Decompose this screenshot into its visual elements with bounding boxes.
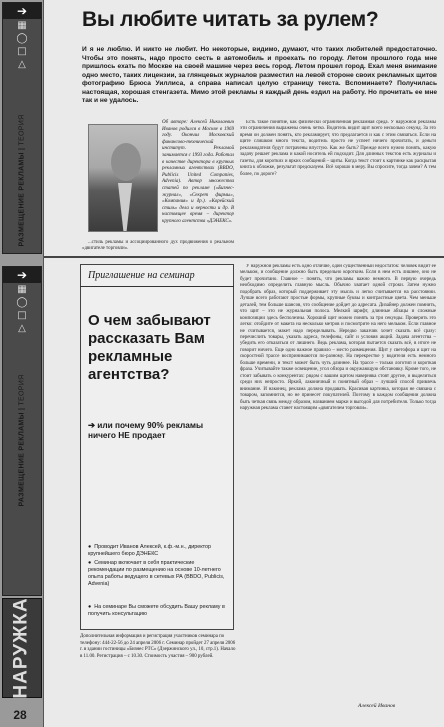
article-title: Вы любите читать за рулем? [82,8,379,31]
triangle-icon: △ [18,323,26,334]
author-signature: Алексей Иванов [358,703,396,709]
side-strip [0,0,44,727]
seminar-bullet: ● Проводит Иванов Алексей, к.ф.-м.н., директор крупнейшего бюро ДЭНЕКС [88,544,230,558]
rubric-logo: НАРУЖКА [2,598,42,698]
square-icon: □ [17,310,27,321]
seminar-bullet: ● На семинаре Вы сможете обсудить Вашу рекламу в получить консультацию [88,604,230,618]
section-label-bottom: РАЗМЕЩЕНИЕ РЕКЛАМЫ | ТЕОРИЯ [18,374,26,506]
body-column-right-bottom: У наружной рекламы есть одно отличие, один существенный недостаток: человек видит ее мельком, и сообщение должно быть предельно коротким. Если в нем есть лишнее, оно не будет прочитано. Главное – понять, что рекламы важно немного. В первую очередь необходимо определить главную мысль. Обычно хватает одной строки. Затем нужно подобрать образ, который поддерживает эту мысль и легко считывается на расстоянии. Лучше всего работают простые формы, крупные буквы и контрастные цвета. Чем меньше деталей, тем больше шансов, что сообщение дойдет до адресата. Дизайнер должен помнить, что щит – это не журнальная полоса. Мелкий шрифт, длинные абзацы и сложные композиции здесь бесполезны. Хороший щит можно понять за три секунды. Проверить это легко: отойдите от макета на несколько метров и посмотрите на него мельком. Если главное не считывается, макет надо переделывать. Нередко заказчик хочет сказать всё сразу: перечислить товары, указать адреса, телефоны, сайт и условия акций. Задача агентства – убедить его отказаться от лишнего. Ведь реклама, которая пытается сказать всё, в итоге не говорит ничего. Еще одно важное правило – место размещения. Щит у светофора и щит на скоростной трассе воспринимаются по-разному. На перекрестке у водителя есть немного больше времени, и текст может быть чуть длиннее. На трассе – только логотип и короткая фраза. Учитывайте также освещение, угол обзора и окружающую обстановку. Кроме того, не стоит забывать о конкурентах: рядом с вашим щитом наверняка стоят другие, и выделиться среди них непросто. Яркий, лаконичный и понятный образ – лучший способ привлечь внимание. И наконец, реклама должна продавать. Красивая картинка, которая не связана с товаром, запомнится, но не принесет покупателей. Поэтому в каждом сообщении должна быть четкая связь между образом, названием марки и выгодой для потребителя. Только тогда наружная реклама станет настоящим «двигателем торговли». [240,264,436,411]
article-lead: И я не люблю. И никто не любит. Но некоторые, видимо, думают, что таких любителей предостаточно. Чтобы это понять, надо просто сесть в автомобиль и проехать по городу. Летом прошлого года мне пришлось ехать по Москве на своей машине через весь город. Летом прошел город. Ехал меня внимание одно место, таких лицензии, за глянцевых журналов разместил на левой стороне своих рекламных щитов фотографию Брюса Уиллиса, а справа написал целую страницу текста. Вспоминаете? Получилась настоящая, хорошая стенгазета. Мимо этой рекламы я каждый день ездил на работу. Но прочитать ее мне так и не удалось. [82,46,437,104]
body-column-left: ...стиль рекламы и ассоциированного дух продвижения о реальном «двигателе торговли». [82,240,234,252]
section-sub: ТЕОРИЯ [18,114,26,146]
seminar-headline: О чем забывают рассказать Вам рекламные агентства? [88,312,211,383]
seminar-rule [80,286,234,287]
photo-shirt [118,183,132,232]
divider [44,256,444,258]
square-icon: □ [17,46,27,57]
arrow-right-icon: ➔ [88,420,98,430]
grid-icon: ▦ [17,20,27,31]
author-photo [88,124,158,232]
author-bio: Об авторе: Алексей Николаевич Иванов родился в Москве в 1969 году. Окончил Московский финансово-технический институт. Рекламой занимается с 1993 года. Работал в качестве директора в крупных рекламных агентствах (BBDO, Publicis United Companies, Advenia). Автор множества статей по рекламе («Бизнес-журнал», «Секрет фирмы», «Компания» и др.). «Корейский стиль» дела и верности и др. В настоящее время – директор крупного агентства «ДЭНЕКС». [162,120,234,224]
page-number: 28 [13,708,27,722]
circle-icon: ◯ [16,33,28,44]
seminar-footer: Дополнительная информация и регистрация участников семинара по телефону: 444-22-56 до 24 апреля 2006 г. Семинар пройдет 27 апреля 2006 г. в здании гостиницы «Бизнес РТС» (Дзержинского ул., 10, стр.1). Начало в 11.00. Регистрация – с 10.30. Стоимость участия – 900 рублей. [80,634,236,659]
section-name: РАЗМЕЩЕНИЕ РЕКЛАМЫ [18,411,26,506]
grid-icon: ▦ [17,284,27,295]
section-sub: ТЕОРИЯ [18,374,26,406]
seminar-label: Приглашение на семинар [88,270,195,281]
arrow-right-icon: ➔ [3,3,41,19]
section-label-top: РАЗМЕЩЕНИЕ РЕКЛАМЫ | ТЕОРИЯ [18,114,26,246]
seminar-bullet: ● Семинар включает в себя практические рекомендации по размещению на основе 10-летнего опыта работы ведущего в сетевых РА (BBDO, Publicis, Advenia) [88,560,230,588]
arrow-right-icon: ➔ [3,267,41,283]
section-name: РАЗМЕЩЕНИЕ РЕКЛАМЫ [18,151,26,246]
circle-icon: ◯ [16,297,28,308]
triangle-icon: △ [18,59,26,70]
body-column-right-top: Есть такое понятие, как физически ограниченная рекламная среда. У наружной рекламы эти ограничения выражены очень четко. Водитель видит щит всего несколько секунд. За это время он должен понять, кто рекламирует, что предлагается и как с этим связаться. Если на щите слишком много текста, водитель просто не успеет ничего прочитать, и деньги рекламодателя будут потрачены впустую. Как же быть? Прежде всего нужно понять, какую задачу решает реклама и какой носитель ей подходит. Для длинных текстов есть журналы и газеты, для коротких и ярких сообщений – щиты. Когда текст стоит к картинке как раскрытая книга к обложке, результат предсказуем. Всё хорошо в меру. Вы спросите, тогда зачем? А тем более, по дороге? [240,120,436,177]
photo-head [111,143,141,181]
seminar-subheadline: ➔ или почему 90% рекламы ничего НЕ продает [88,420,204,440]
